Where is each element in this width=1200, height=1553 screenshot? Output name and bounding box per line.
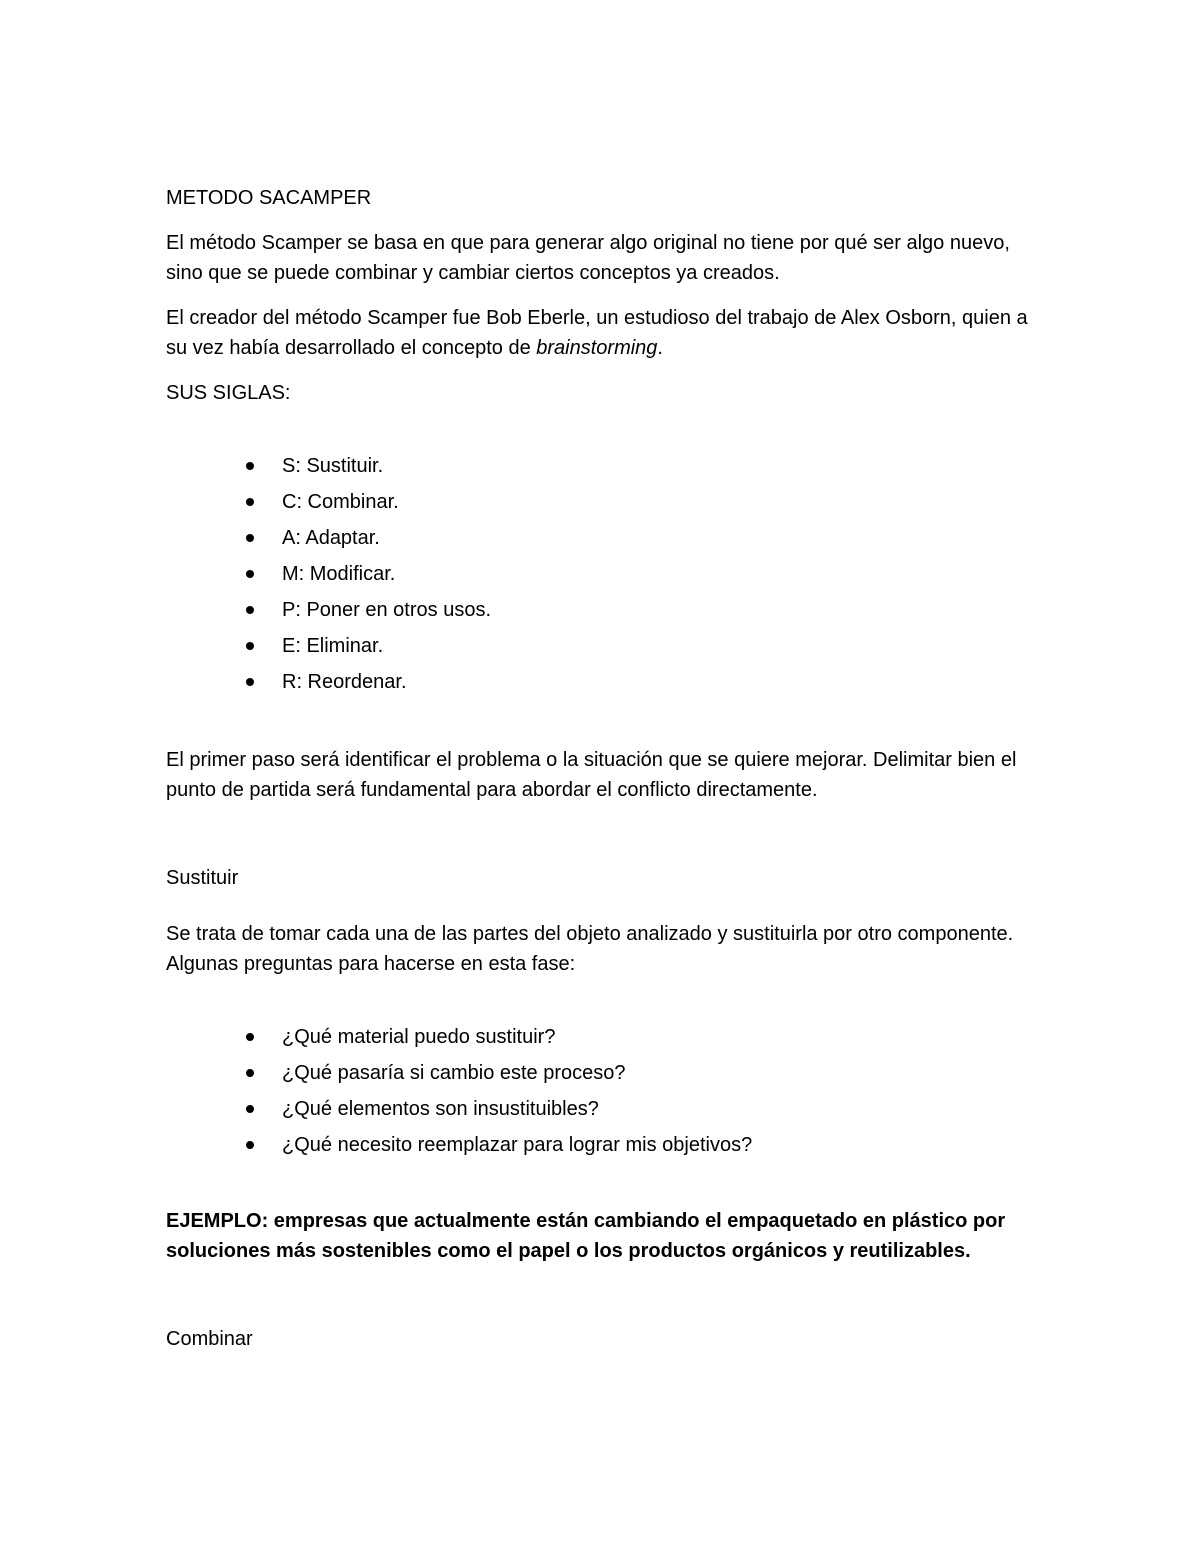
bullet-icon <box>246 534 254 542</box>
sustituir-paragraph: Se trata de tomar cada una de las partes del objeto analizado y sustituirla por otro componente. Algunas preguntas para hacerse en esta fase: <box>166 923 1014 975</box>
creator-paragraph <box>166 303 1046 363</box>
bullet-icon <box>246 570 254 578</box>
list-item: R: Reordenar. <box>166 667 1046 703</box>
list-item: ¿Qué necesito reemplazar para lograr mis objetivos? <box>166 1130 1046 1166</box>
document-body <box>166 183 1046 1354</box>
bullet-icon <box>246 606 254 614</box>
first-step-paragraph: El primer paso será identificar el problema o la situación que se quiere mejorar. Delimitar bien el punto de partida será fundamental para abordar el conflicto directamente. <box>166 749 1017 801</box>
brainstorming-term: brainstorming <box>536 337 658 359</box>
bullet-icon <box>246 678 254 686</box>
list-item: A: Adaptar. <box>166 523 1046 559</box>
sustituir-questions-list <box>166 1022 1046 1166</box>
siglas-list <box>166 451 1046 703</box>
bullet-icon <box>246 498 254 506</box>
combinar-heading: Combinar <box>166 1328 253 1350</box>
creator-paragraph-end: . <box>657 337 663 359</box>
example-paragraph: EJEMPLO: empresas que actualmente están cambiando el empaquetado en plástico por soluciones más sostenibles como el papel o los productos orgánicos y reutilizables. <box>166 1210 1006 1262</box>
list-item: ¿Qué pasaría si cambio este proceso? <box>166 1058 1046 1094</box>
bullet-icon <box>246 1033 254 1041</box>
list-item: P: Poner en otros usos. <box>166 595 1046 631</box>
intro-paragraph: El método Scamper se basa en que para generar algo original no tiene por qué ser algo nuevo, sino que se puede combinar y cambiar ciertos conceptos ya creados. <box>166 232 1010 284</box>
bullet-icon <box>246 462 254 470</box>
document-title: METODO SACAMPER <box>166 187 372 209</box>
bullet-icon <box>246 1105 254 1113</box>
list-item: ¿Qué material puedo sustituir? <box>166 1022 1046 1058</box>
list-item: M: Modificar. <box>166 559 1046 595</box>
siglas-heading: SUS SIGLAS: <box>166 382 291 404</box>
list-item: C: Combinar. <box>166 487 1046 523</box>
list-item: E: Eliminar. <box>166 631 1046 667</box>
creator-paragraph-text: El creador del método Scamper fue Bob Eberle, un estudioso del trabajo de Alex Osborn, quien a su vez había desarrollado el concepto de <box>166 307 1028 359</box>
bullet-icon <box>246 1069 254 1077</box>
list-item: ¿Qué elementos son insustituibles? <box>166 1094 1046 1130</box>
list-item: S: Sustituir. <box>166 451 1046 487</box>
bullet-icon <box>246 1141 254 1149</box>
sustituir-heading: Sustituir <box>166 867 239 889</box>
bullet-icon <box>246 642 254 650</box>
